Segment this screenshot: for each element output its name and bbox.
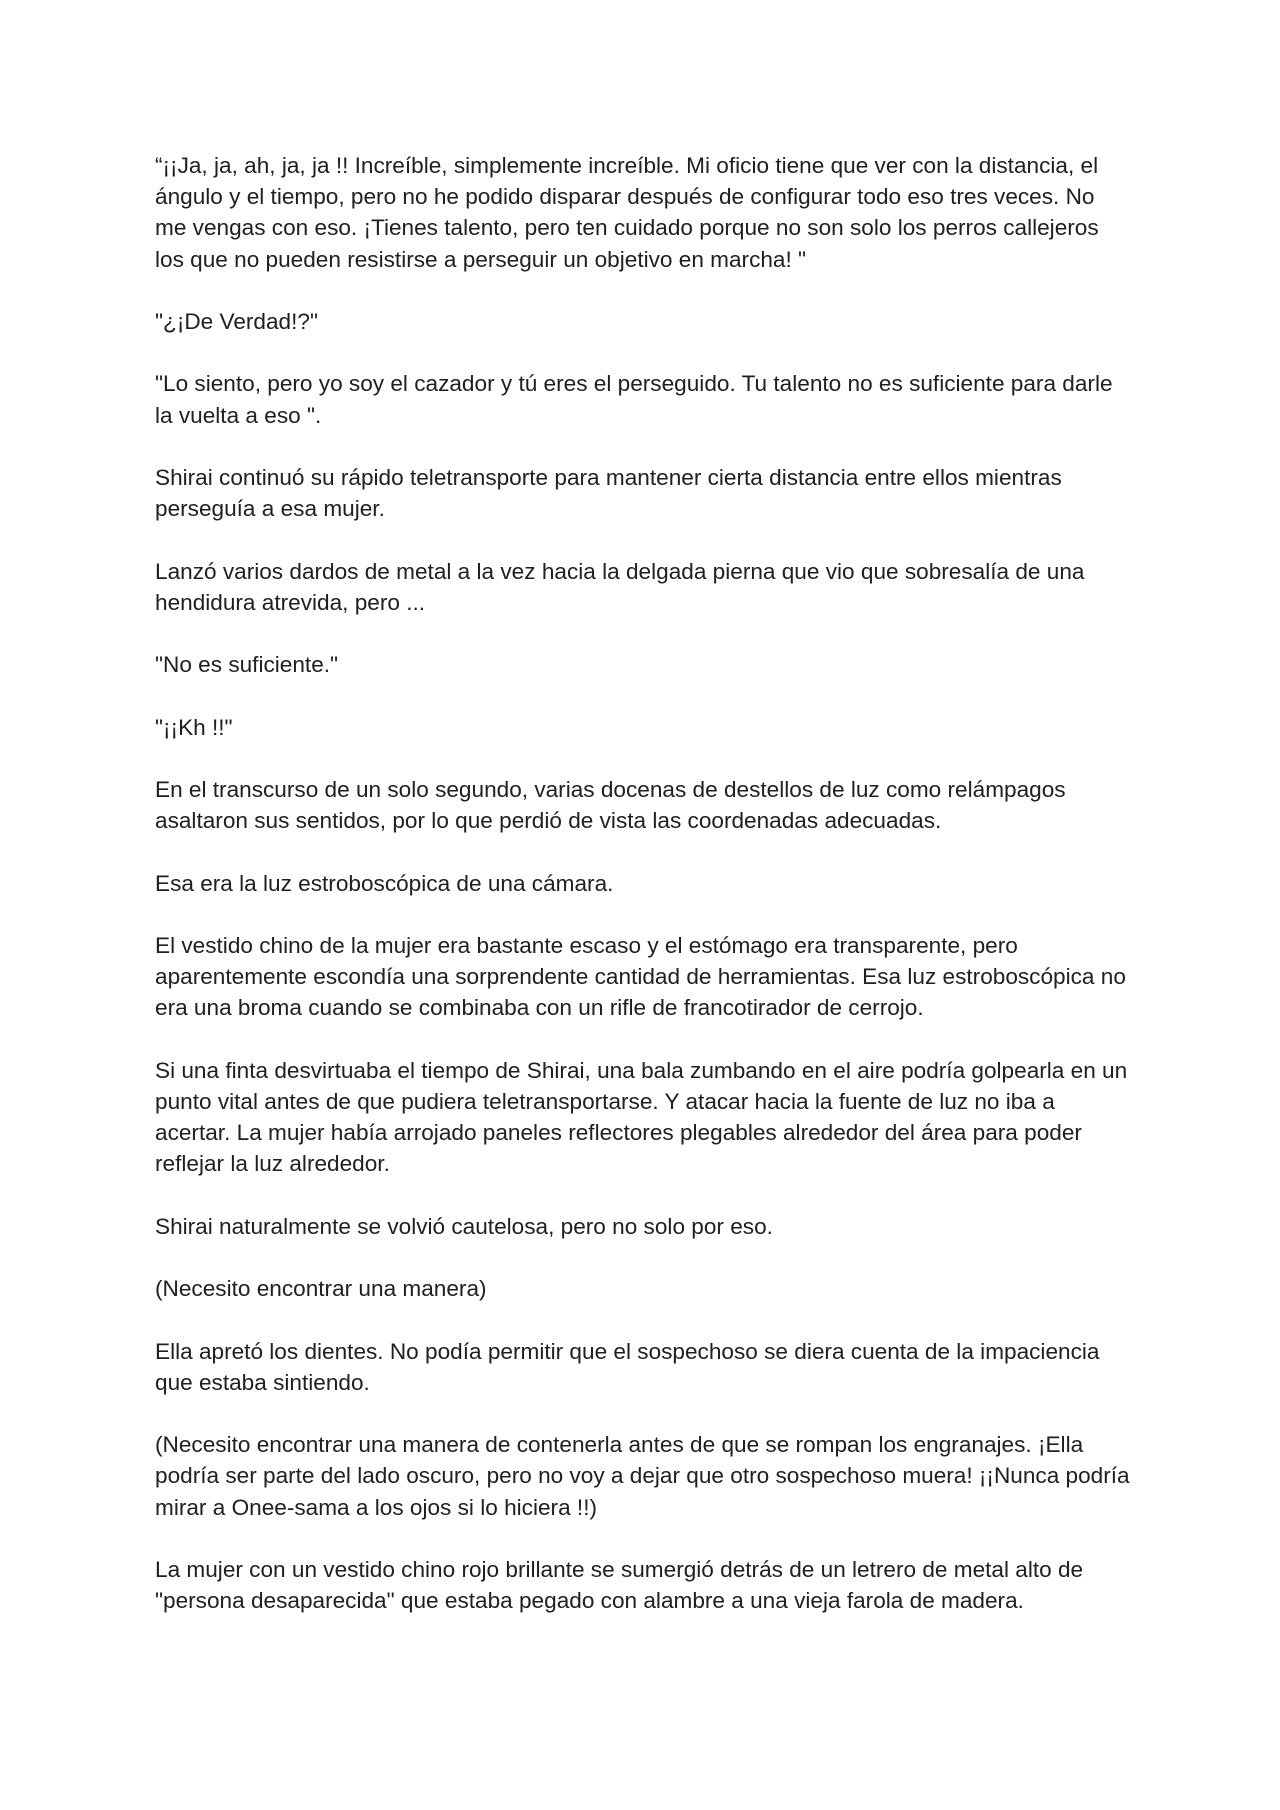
- paragraph-15: (Necesito encontrar una manera de contenerla antes de que se rompan los engranajes. ¡Ella podría ser parte del lado oscuro, pero no voy a dejar que otro sospechoso muera! ¡¡Nunca podría mirar a Onee-sama a los ojos si lo hiciera !!): [155, 1432, 1130, 1520]
- paragraph-8: En el transcurso de un solo segundo, varias docenas de destellos de luz como relámpagos asaltaron sus sentidos, por lo que perdió de vista las coordenadas adecuadas.: [155, 776, 1066, 834]
- paragraph-6: "No es suficiente.": [155, 652, 339, 678]
- paragraph-5: Lanzó varios dardos de metal a la vez hacia la delgada pierna que vio que sobresalía de una hendidura atrevida, pero ...: [155, 558, 1085, 615]
- paragraph-1: “¡¡Ja, ja, ah, ja, ja !! Increíble, simplemente increíble. Mi oficio tiene que ver con la distancia, el ángulo y el tiempo, pero no he podido disparar después de configurar todo eso tres veces. No me vengas con eso. ¡Tienes talento, pero ten cuidado porque no son solo los perros callejeros los que no pueden resistirse a perseguir un objetivo en marcha! ": [155, 153, 1099, 272]
- paragraph-3: "Lo siento, pero yo soy el cazador y tú eres el perseguido. Tu talento no es suficiente para darle la vuelta a eso ".: [155, 371, 1113, 428]
- paragraph-16: La mujer con un vestido chino rojo brillante se sumergió detrás de un letrero de metal alto de "persona desaparecida" que estaba pegado con alambre a una vieja farola de madera.: [155, 1556, 1084, 1614]
- document-page: [155, 150, 1130, 1648]
- paragraph-13: (Necesito encontrar una manera): [155, 1276, 487, 1302]
- paragraph-2: "¿¡De Verdad!?": [155, 309, 318, 334]
- paragraph-4: Shirai continuó su rápido teletransporte para mantener cierta distancia entre ellos mientras perseguía a esa mujer.: [155, 464, 1062, 522]
- paragraph-11: Si una finta desvirtuaba el tiempo de Shirai, una bala zumbando en el aire podría golpearla en un punto vital antes de que pudiera teletransportarse. Y atacar hacia la fuente de luz no iba a acertar. La mujer había arrojado paneles reflectores plegables alrededor del área para poder reflejar la luz alrededor.: [155, 1057, 1128, 1177]
- paragraph-10: El vestido chino de la mujer era bastante escaso y el estómago era transparente, pero aparentemente escondía una sorprendente cantidad de herramientas. Esa luz estroboscópica no era una broma cuando se combinaba con un rifle de francotirador de cerrojo.: [155, 932, 1126, 1021]
- paragraph-7: "¡¡Kh !!": [155, 714, 233, 740]
- paragraph-12: Shirai naturalmente se volvió cautelosa, pero no solo por eso.: [155, 1213, 773, 1239]
- paragraph-9: Esa era la luz estroboscópica de una cámara.: [155, 870, 614, 896]
- paragraph-14: Ella apretó los dientes. No podía permitir que el sospechoso se diera cuenta de la impaciencia que estaba sintiendo.: [155, 1338, 1100, 1395]
